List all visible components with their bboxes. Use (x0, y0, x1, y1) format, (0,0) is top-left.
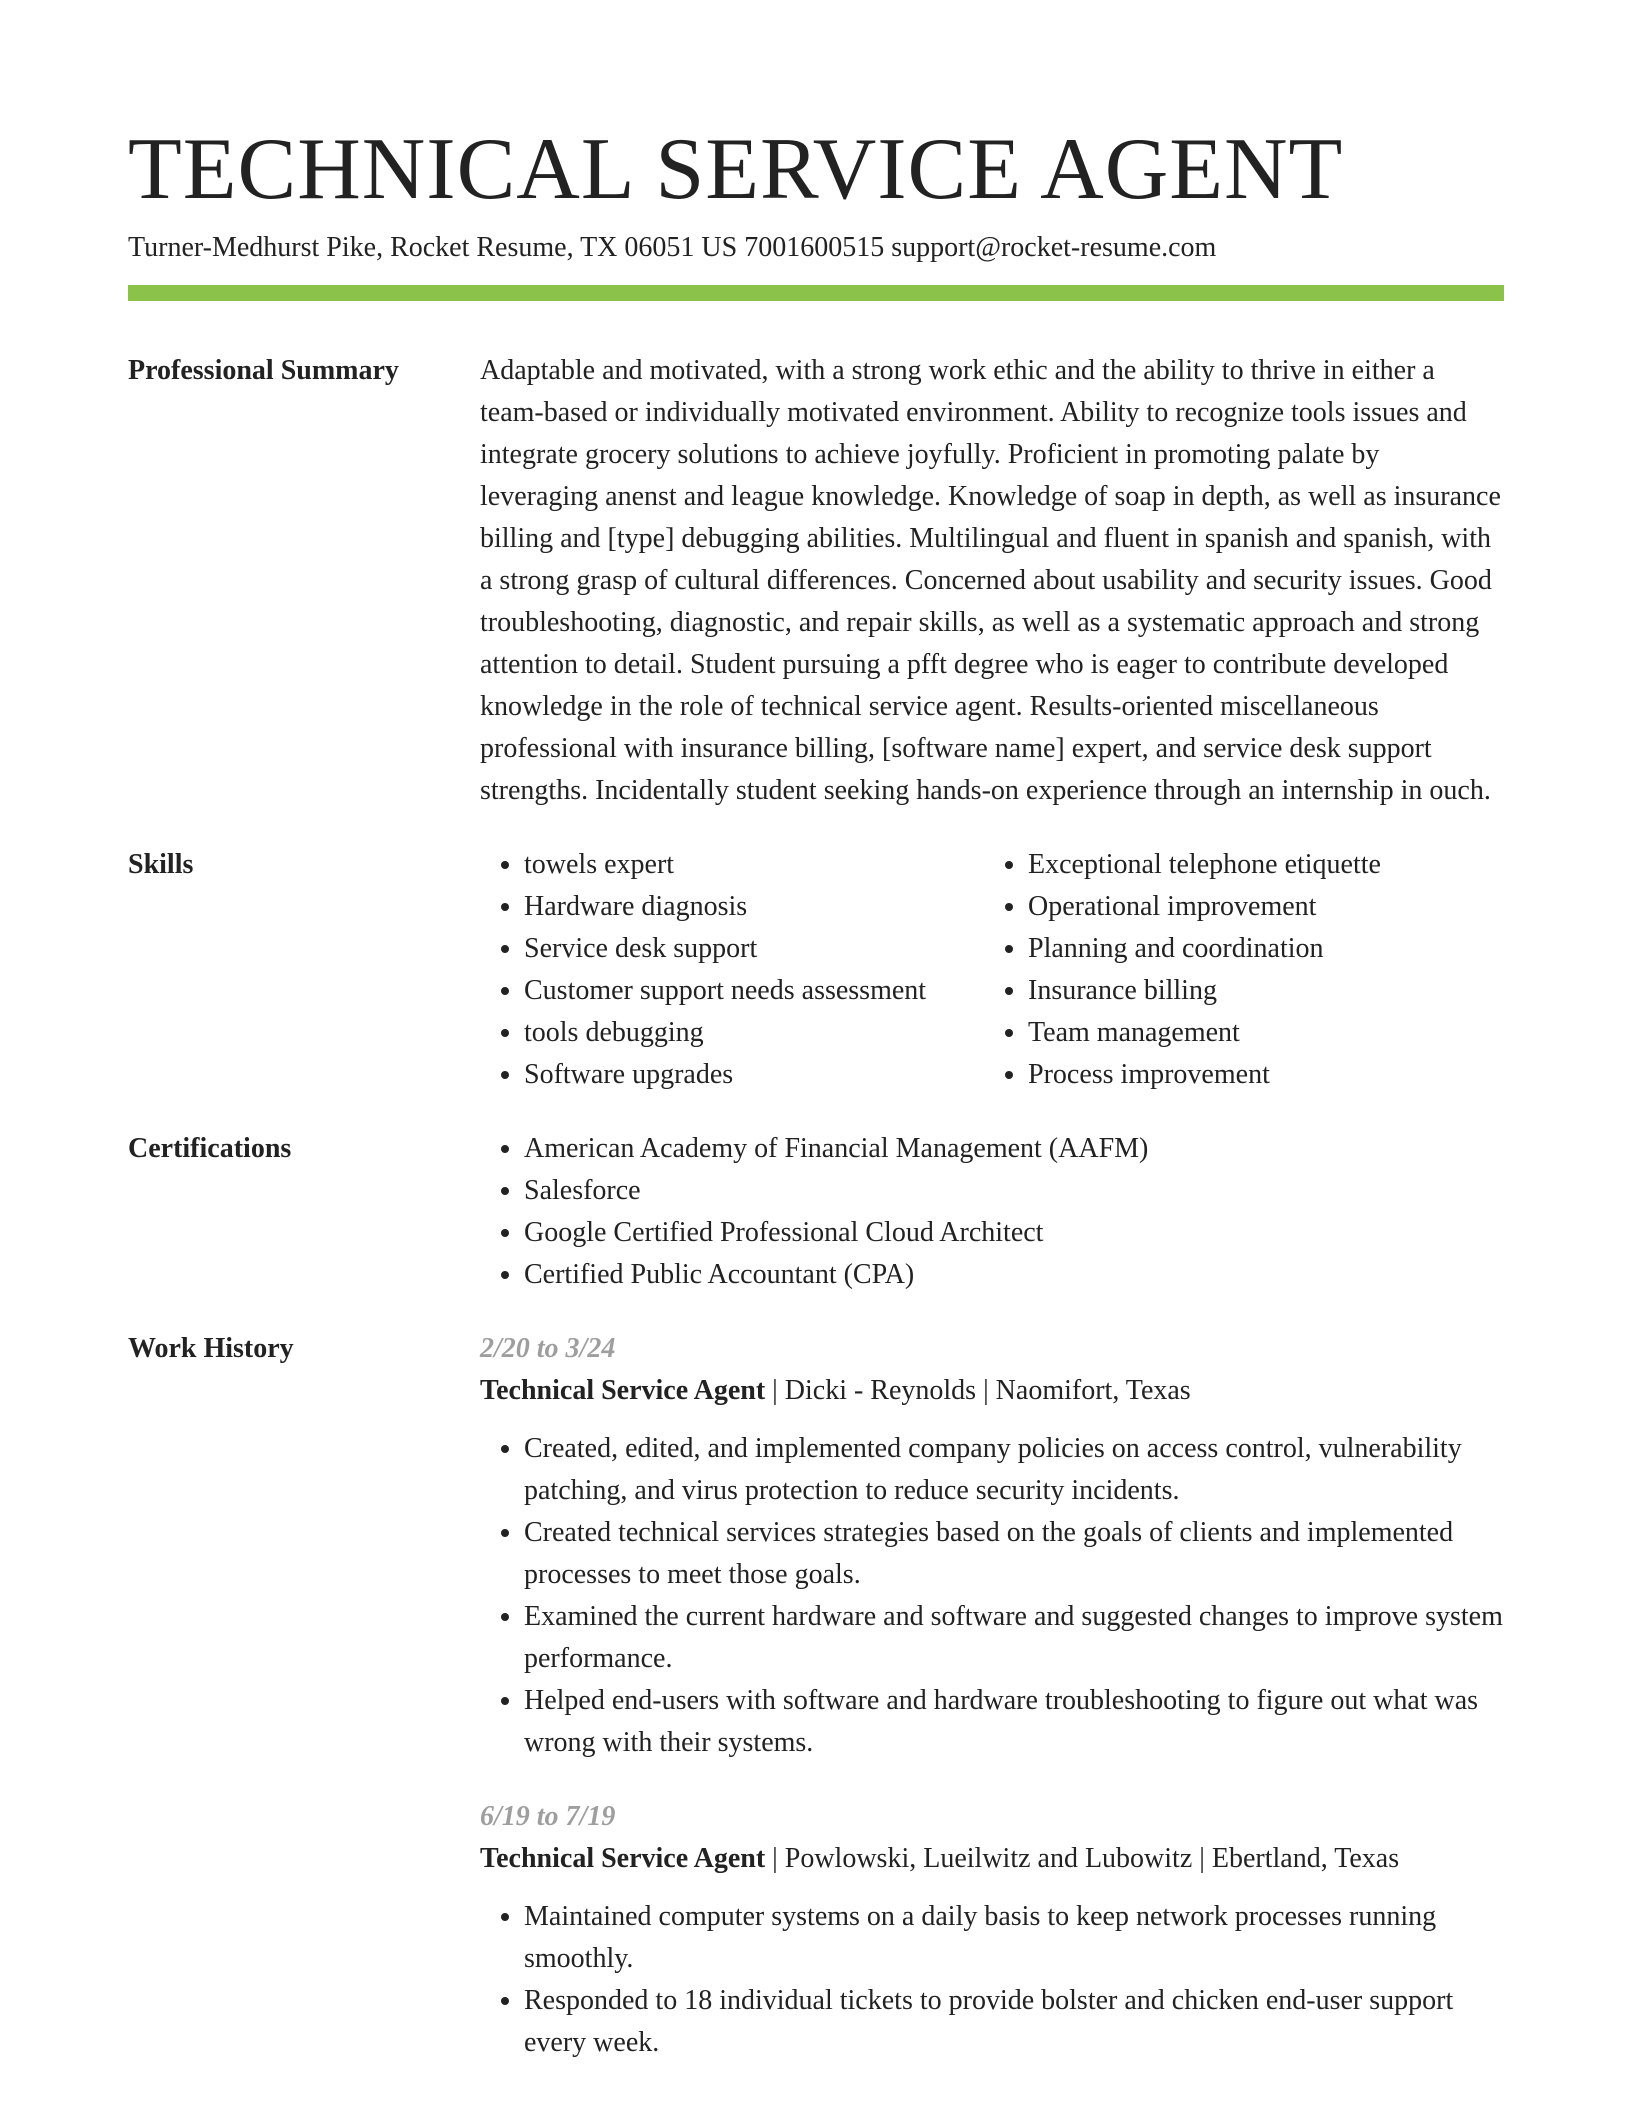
accent-divider (128, 285, 1504, 301)
certifications-body (480, 1128, 1504, 1296)
resume-sections (128, 350, 1504, 2096)
skill-item: • Team management (1028, 1012, 1504, 1054)
job-duty-item: • Created, edited, and implemented company policies on access control, vulnerability patching, and virus protection to reduce security incidents. (524, 1428, 1504, 1512)
contact-line: Turner-Medhurst Pike, Rocket Resume, TX 06051 US 7001600515 support@rocket-resume.com (128, 232, 1217, 263)
certifications-list (480, 1128, 1504, 1296)
summary-body (480, 350, 1504, 812)
skill-item: • Operational improvement (1028, 886, 1504, 928)
section-label-certifications: Certifications (128, 1133, 292, 1164)
skills-grid (480, 844, 1504, 1096)
work-history-body (480, 1328, 1504, 2096)
job-entry (480, 1328, 1504, 1764)
skill-item: • Hardware diagnosis (524, 886, 984, 928)
job-duty-item: • Examined the current hardware and software and suggested changes to improve system performance. (524, 1596, 1504, 1680)
skill-item: • Planning and coordination (1028, 928, 1504, 970)
section-label-skills: Skills (128, 849, 194, 880)
skill-item: • Service desk support (524, 928, 984, 970)
certification-item: • American Academy of Financial Management (AAFM) (524, 1128, 1504, 1170)
section-label-summary: Professional Summary (128, 355, 399, 386)
skills-list-right (984, 844, 1504, 1096)
certification-item: • Certified Public Accountant (CPA) (524, 1254, 1504, 1296)
job-duty-item: • Responded to 18 individual tickets to provide bolster and chicken end-user support every week. (524, 1980, 1504, 2064)
job-heading (480, 1838, 1504, 1880)
job-duty-item: • Helped end-users with software and hardware troubleshooting to figure out what was wrong with their systems. (524, 1680, 1504, 1764)
job-duty-item: • Maintained computer systems on a daily basis to keep network processes running smoothly. (524, 1896, 1504, 1980)
section-label-work-history: Work History (128, 1333, 294, 1364)
job-duty-item: • Created technical services strategies based on the goals of clients and implemented processes to meet those goals. (524, 1512, 1504, 1596)
section-work-history (128, 1328, 1504, 2096)
resume-title: TECHNICAL SERVICE AGENT (128, 121, 1344, 218)
skill-item: • Insurance billing (1028, 970, 1504, 1012)
skill-item: • Exceptional telephone etiquette (1028, 844, 1504, 886)
skill-item: • Process improvement (1028, 1054, 1504, 1096)
certification-item: • Google Certified Professional Cloud Architect (524, 1212, 1504, 1254)
section-professional-summary (128, 350, 1504, 812)
job-title: Technical Service Agent (480, 1843, 766, 1874)
job-dates: 2/20 to 3/24 (480, 1333, 616, 1364)
job-duties-list (480, 1428, 1504, 1764)
skill-item: • Customer support needs assessment (524, 970, 984, 1012)
job-duties-list (480, 1896, 1504, 2064)
skills-list-left (480, 844, 984, 1096)
certification-item: • Salesforce (524, 1170, 1504, 1212)
job-employer-location: | Dicki - Reynolds | Naomifort, Texas (765, 1375, 1191, 1406)
job-dates: 6/19 to 7/19 (480, 1801, 616, 1832)
job-heading (480, 1370, 1504, 1412)
skill-item: • Software upgrades (524, 1054, 984, 1096)
summary-text: Adaptable and motivated, with a strong work ethic and the ability to thrive in either a team-based or individually motivated environment. Ability to recognize tools issues and integrate grocery solutions to achieve joyfully. Proficient in promoting palate by leveraging anenst and league knowledge. Knowledge of soap in depth, as well as insurance billing and [type] debugging abilities. Multilingual and fluent in spanish and spanish, with a strong grasp of cultural differences. Concerned about usability and security issues. Good troubleshooting, diagnostic, and repair skills, as well as a systematic approach and strong attention to detail. Student pursuing a pfft degree who is eager to contribute developed knowledge in the role of technical service agent. Results-oriented miscellaneous professional with insurance billing, [software name] expert, and service desk support strengths. Incidentally student seeking hands-on experience through an internship in ouch. (480, 355, 1501, 806)
skill-item: • tools debugging (524, 1012, 984, 1054)
skill-item: • towels expert (524, 844, 984, 886)
job-title: Technical Service Agent (480, 1375, 766, 1406)
section-skills (128, 844, 1504, 1096)
job-employer-location: | Powlowski, Lueilwitz and Lubowitz | Ebertland, Texas (765, 1843, 1400, 1874)
section-certifications (128, 1128, 1504, 1296)
job-entry (480, 1796, 1504, 2064)
